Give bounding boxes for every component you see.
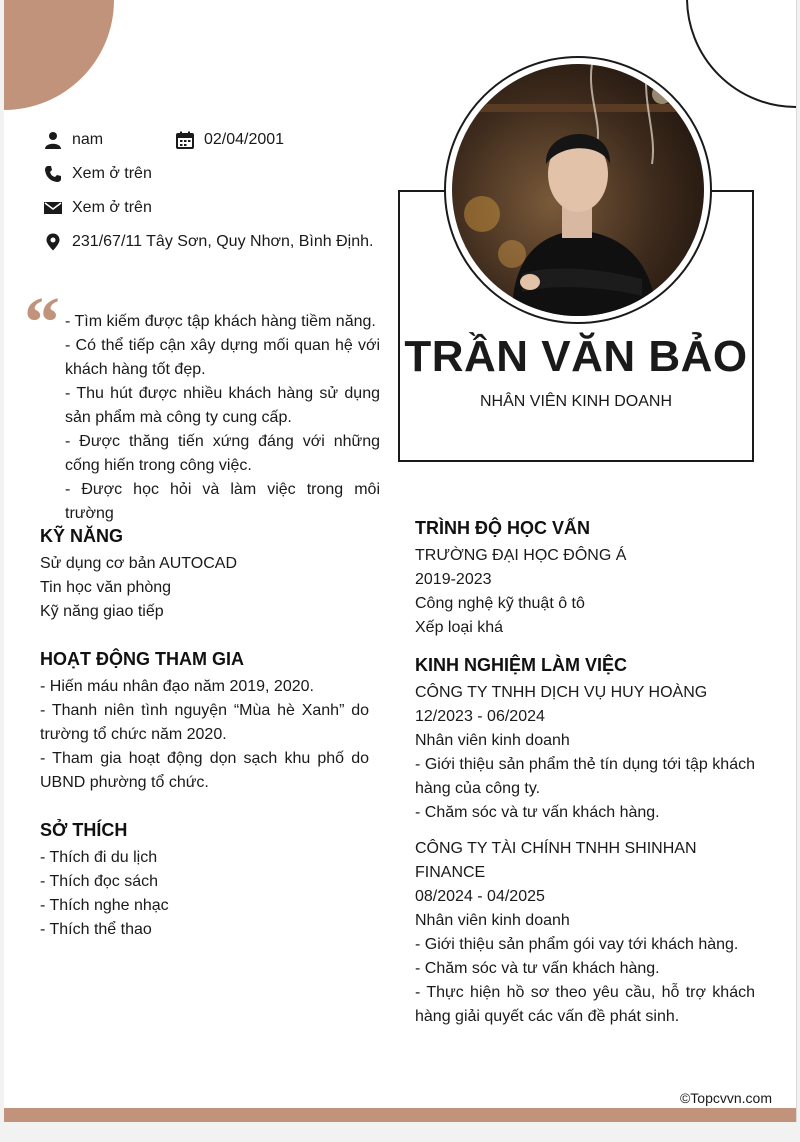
- education-major: Công nghệ kỹ thuật ô tô: [415, 595, 585, 612]
- job-task: - Chăm sóc và tư vấn khách hàng.: [415, 960, 660, 977]
- job-role: Nhân viên kinh doanh: [415, 732, 570, 749]
- objective-line: - Thu hút được nhiều khách hàng sử dụng sản phẩm mà công ty cung cấp.: [65, 385, 380, 426]
- contact-gender: [44, 128, 103, 152]
- career-objective: [65, 310, 380, 526]
- job-task: - Thực hiện hồ sơ theo yêu cầu, hỗ trợ khách hàng giải quyết các vấn đề phát sinh.: [415, 984, 755, 1025]
- email-value: Xem ở trên: [72, 199, 152, 216]
- experience-heading: KINH NGHIỆM LÀM VIỆC: [415, 655, 628, 675]
- gender-value: nam: [72, 131, 104, 148]
- activity-item: - Thanh niên tình nguyện “Mùa hè Xanh” do trường tổ chức năm 2020.: [40, 702, 369, 743]
- objective-line: - Có thể tiếp cận xây dựng mối quan hệ với khách hàng tốt đẹp.: [65, 337, 380, 378]
- experience-section: [415, 653, 755, 1029]
- phone-icon: [44, 165, 62, 183]
- education-section: [415, 516, 755, 640]
- skill-item: Kỹ năng giao tiếp: [40, 603, 164, 620]
- contact-birthdate: [176, 128, 284, 152]
- activities-heading: HOẠT ĐỘNG THAM GIA: [40, 649, 244, 669]
- job-task: - Chăm sóc và tư vấn khách hàng.: [415, 804, 660, 821]
- job-period: 08/2024 - 04/2025: [415, 888, 545, 905]
- hobby-item: - Thích thể thao: [40, 921, 152, 938]
- job-task: - Giới thiệu sản phẩm thẻ tín dụng tới tập khách hàng của công ty.: [415, 756, 755, 797]
- contact-address: [44, 230, 373, 254]
- activity-item: - Tham gia hoạt động dọn sạch khu phố do UBND phường tổ chức.: [40, 750, 369, 791]
- contact-email: [44, 196, 152, 220]
- address-value: 231/67/11 Tây Sơn, Quy Nhơn, Bình Định.: [72, 233, 374, 250]
- hobbies-section: [40, 818, 370, 942]
- education-grade: Xếp loại khá: [415, 619, 504, 636]
- envelope-icon: [44, 199, 62, 217]
- location-pin-icon: [44, 233, 62, 251]
- contact-phone: [44, 162, 152, 186]
- education-heading: TRÌNH ĐỘ HỌC VẤN: [415, 518, 590, 538]
- bottom-accent-bar: [4, 1108, 796, 1122]
- profile-photo: [452, 64, 704, 316]
- job-period: 12/2023 - 06/2024: [415, 708, 545, 725]
- job-company: CÔNG TY TNHH DỊCH VỤ HUY HOÀNG: [415, 684, 708, 701]
- quote-mark-icon: “: [24, 282, 60, 362]
- education-period: 2019-2023: [415, 571, 492, 588]
- skills-heading: KỸ NĂNG: [40, 526, 124, 546]
- calendar-icon: [176, 131, 194, 149]
- decorative-ring-top-right: [686, 0, 797, 108]
- hobby-item: - Thích đọc sách: [40, 873, 158, 890]
- hobby-item: - Thích nghe nhạc: [40, 897, 169, 914]
- objective-line: - Được thăng tiến xứng đáng với những cống hiến trong công việc.: [65, 433, 380, 474]
- skill-item: Tin học văn phòng: [40, 579, 172, 596]
- activity-item: - Hiến máu nhân đạo năm 2019, 2020.: [40, 678, 314, 695]
- hobby-item: - Thích đi du lịch: [40, 849, 158, 866]
- person-icon: [44, 131, 62, 149]
- full-name: TRẦN VĂN BẢO: [404, 332, 748, 381]
- objective-line: - Được học hỏi và làm việc trong môi trường: [65, 481, 380, 522]
- skill-item: Sử dụng cơ bản AUTOCAD: [40, 555, 237, 572]
- education-school: TRƯỜNG ĐẠI HỌC ĐÔNG Á: [415, 547, 627, 564]
- job-task: - Giới thiệu sản phẩm gói vay tới khách hàng.: [415, 936, 739, 953]
- watermark: ©Topcvvn.com: [679, 1090, 772, 1106]
- decorative-circle-top-left: [4, 0, 114, 110]
- objective-line: - Tìm kiếm được tập khách hàng tiềm năng.: [65, 313, 376, 330]
- job-role: Nhân viên kinh doanh: [415, 912, 570, 929]
- birthdate-value: 02/04/2001: [204, 131, 285, 148]
- skills-section: [40, 524, 370, 624]
- job-company: CÔNG TY TÀI CHÍNH TNHH SHINHAN FINANCE: [415, 840, 697, 881]
- job-title: NHÂN VIÊN KINH DOANH: [479, 393, 673, 410]
- hobbies-heading: SỞ THÍCH: [40, 820, 128, 840]
- cv-page: [4, 0, 797, 1122]
- activities-section: [40, 647, 369, 795]
- phone-value: Xem ở trên: [72, 165, 152, 182]
